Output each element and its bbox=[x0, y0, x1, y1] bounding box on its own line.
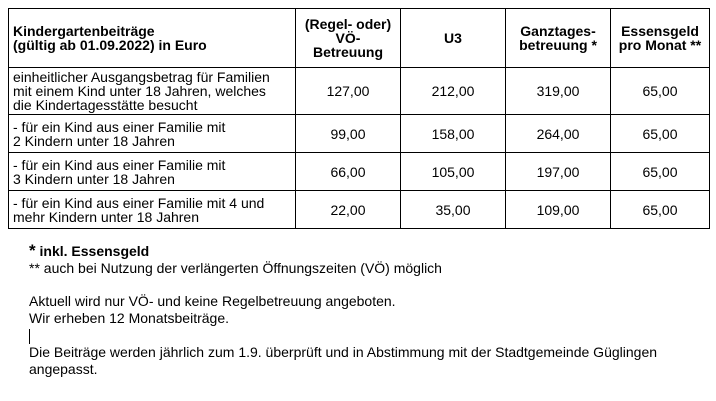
text-cursor bbox=[29, 327, 709, 344]
table-row bbox=[9, 153, 710, 191]
cell-value: 65,00 bbox=[611, 153, 710, 191]
cell-value: 22,00 bbox=[296, 191, 401, 229]
footnote-star-text: inkl. Essensgeld bbox=[35, 243, 150, 259]
header-full-day-care: Ganztages- betreuung * bbox=[506, 9, 611, 68]
cell-value: 35,00 bbox=[401, 191, 506, 229]
header-u3: U3 bbox=[401, 9, 506, 68]
cell-value: 319,00 bbox=[506, 68, 611, 115]
table-row bbox=[9, 191, 710, 229]
header-regular-care: (Regel- oder) VÖ- Betreuung bbox=[296, 9, 401, 68]
row-label: - für ein Kind aus einer Familie mit 3 Kindern unter 18 Jahren bbox=[9, 153, 296, 191]
table-row bbox=[9, 68, 710, 115]
fee-table bbox=[8, 8, 710, 229]
table-header-row bbox=[9, 9, 710, 68]
cell-value: 65,00 bbox=[611, 191, 710, 229]
info-line-monthly-fees: Wir erheben 12 Monatsbeiträge. bbox=[29, 310, 229, 326]
asterisk-mark: * bbox=[29, 241, 36, 260]
header-fee-description: Kindergartenbeiträge (gültig ab 01.09.2022) in Euro bbox=[9, 9, 296, 68]
footnote-double-star: ** auch bei Nutzung der verlängerten Öffnungszeiten (VÖ) möglich bbox=[29, 260, 442, 276]
spacer bbox=[29, 277, 709, 293]
header-meal-fee: Essensgeld pro Monat ** bbox=[611, 9, 710, 68]
footnotes bbox=[29, 242, 709, 378]
row-label: - für ein Kind aus einer Familie mit 4 und mehr Kindern unter 18 Jahren bbox=[9, 191, 296, 229]
table-row bbox=[9, 115, 710, 153]
row-label: - für ein Kind aus einer Familie mit 2 Kindern unter 18 Jahren bbox=[9, 115, 296, 153]
info-line-care: Aktuell wird nur VÖ- und keine Regelbetreuung angeboten. bbox=[29, 293, 396, 309]
cell-value: 212,00 bbox=[401, 68, 506, 115]
cell-value: 65,00 bbox=[611, 115, 710, 153]
cell-value: 65,00 bbox=[611, 68, 710, 115]
cell-value: 99,00 bbox=[296, 115, 401, 153]
cell-value: 109,00 bbox=[506, 191, 611, 229]
cell-value: 197,00 bbox=[506, 153, 611, 191]
cell-value: 105,00 bbox=[401, 153, 506, 191]
info-line-annual-review: Die Beiträge werden jährlich zum 1.9. überprüft und in Abstimmung mit der Stadtgemeinde Güglingen angepasst. bbox=[29, 344, 658, 377]
row-label: einheitlicher Ausgangsbetrag für Familien mit einem Kind unter 18 Jahren, welches die Kindertagesstätte besucht bbox=[9, 68, 296, 115]
cell-value: 127,00 bbox=[296, 68, 401, 115]
cell-value: 66,00 bbox=[296, 153, 401, 191]
footnote-star bbox=[29, 242, 709, 260]
cell-value: 158,00 bbox=[401, 115, 506, 153]
cell-value: 264,00 bbox=[506, 115, 611, 153]
